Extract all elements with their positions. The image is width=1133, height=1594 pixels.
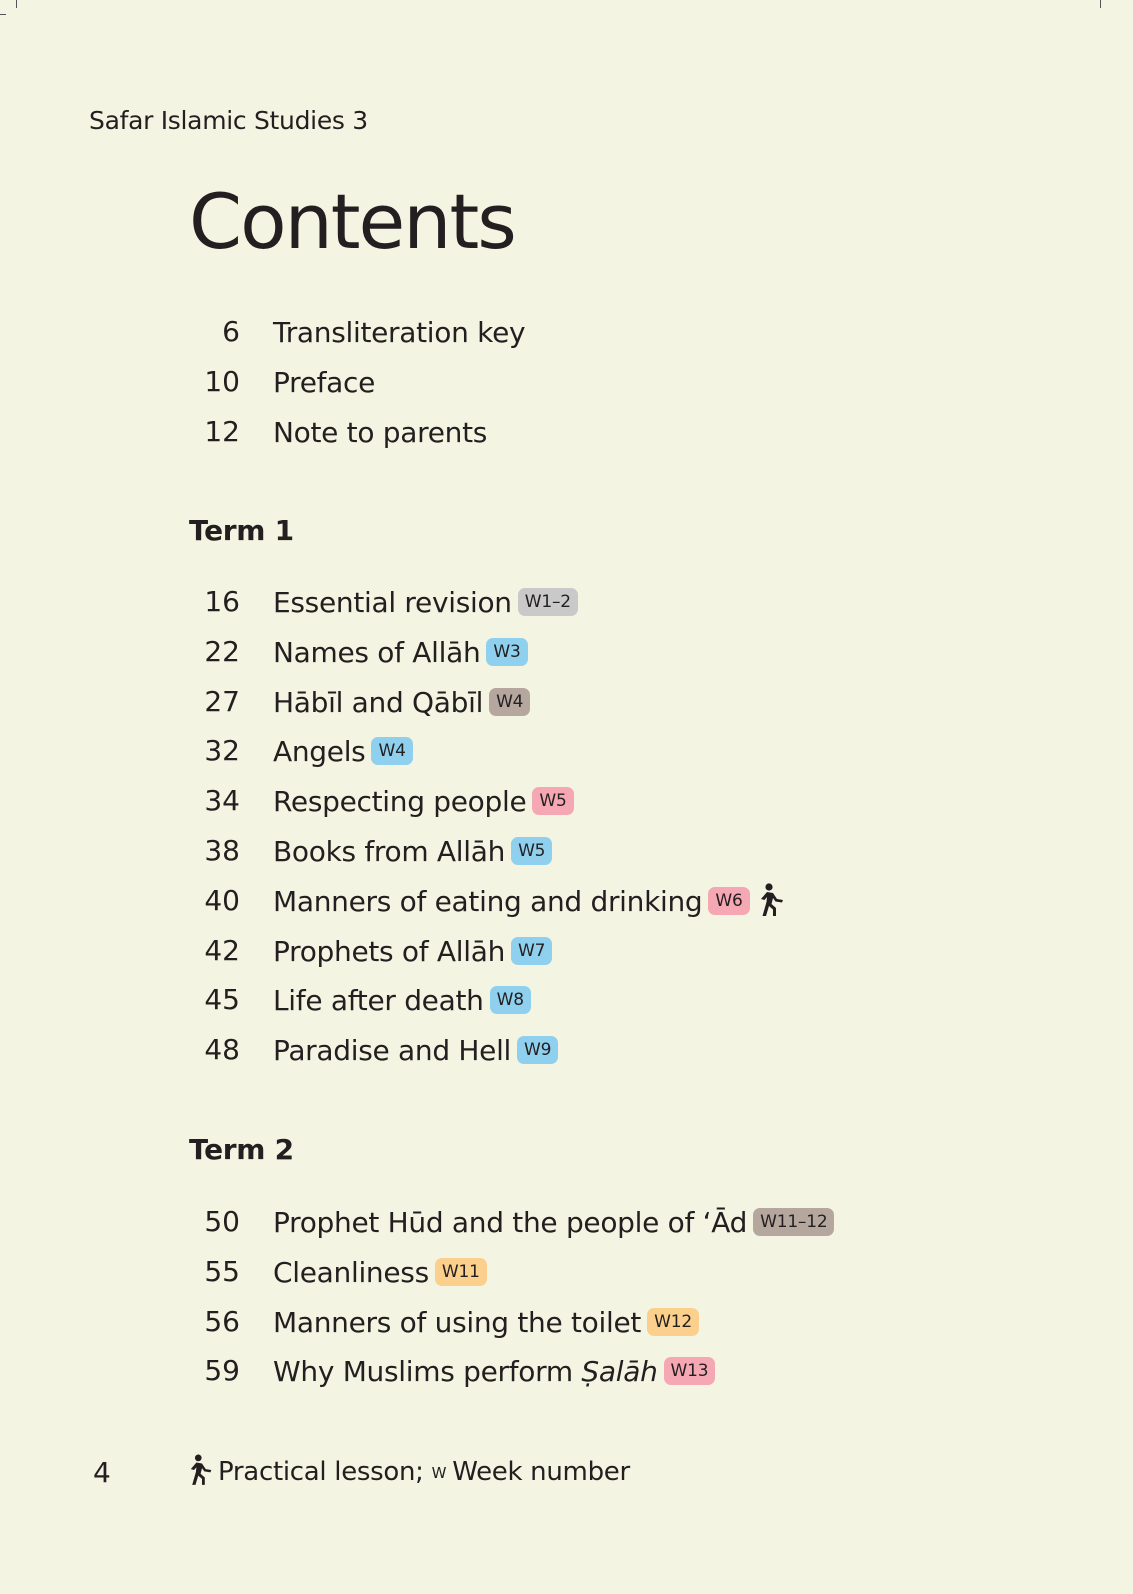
week-badge: W5 — [532, 787, 573, 815]
toc-entry[interactable] — [0, 632, 1133, 672]
week-badge: W6 — [708, 887, 749, 915]
week-badge: W4 — [489, 688, 530, 716]
toc-page-number: 56 — [204, 1305, 240, 1338]
toc-title: Note to parents — [273, 416, 488, 449]
legend-practical: Practical lesson; — [218, 1457, 424, 1487]
week-badge: W13 — [664, 1357, 716, 1385]
legend — [188, 1452, 630, 1493]
crop-mark — [16, 0, 17, 8]
page-title: Contents — [189, 177, 515, 266]
toc-title: Cleanliness W11 — [273, 1252, 487, 1293]
week-badge: W5 — [511, 837, 552, 865]
toc-entry[interactable] — [0, 980, 1133, 1020]
page-footer — [0, 1452, 1133, 1496]
toc-entry[interactable] — [0, 831, 1133, 871]
toc-entry[interactable] — [0, 931, 1133, 971]
toc-title: Respecting people W5 — [273, 781, 574, 822]
term-heading: Term 1 — [189, 514, 294, 547]
week-badge: W12 — [647, 1308, 699, 1336]
toc-entry[interactable] — [0, 412, 1133, 452]
week-badge: W9 — [517, 1036, 558, 1064]
toc-entry[interactable] — [0, 1202, 1133, 1242]
running-head: Safar Islamic Studies 3 — [89, 106, 368, 135]
toc-title: Preface — [273, 366, 376, 399]
week-badge: W11–12 — [753, 1208, 834, 1236]
toc-title: Essential revision W1–2 — [273, 582, 578, 623]
toc-page-number: 45 — [204, 983, 240, 1016]
toc-title: Manners of eating and drinking W6 — [273, 881, 788, 922]
week-badge: W3 — [486, 638, 527, 666]
toc-page-number: 27 — [204, 685, 240, 718]
toc-entry[interactable] — [0, 1351, 1133, 1391]
legend-week: Week number — [452, 1457, 630, 1487]
toc-page-number: 55 — [204, 1255, 240, 1288]
toc-entry[interactable] — [0, 881, 1133, 921]
week-badge: W8 — [490, 986, 531, 1014]
toc-entry[interactable] — [0, 1030, 1133, 1070]
toc-title-italic: Ṣalāh — [581, 1355, 658, 1388]
toc-page-number: 6 — [222, 315, 240, 348]
toc-entry[interactable] — [0, 731, 1133, 771]
page-number: 4 — [93, 1456, 111, 1489]
running-person-icon — [188, 1453, 216, 1487]
toc-page-number: 38 — [204, 834, 240, 867]
toc-entry[interactable] — [0, 781, 1133, 821]
toc-title: Hābīl and Qābīl W4 — [273, 682, 530, 723]
running-person-icon — [758, 883, 788, 917]
toc-page-number: 12 — [204, 415, 240, 448]
legend-w-mark: W — [431, 1463, 447, 1482]
toc-page-number: 16 — [204, 585, 240, 618]
toc-page-number: 32 — [204, 734, 240, 767]
week-badge: W7 — [511, 937, 552, 965]
toc-entry[interactable] — [0, 312, 1133, 352]
toc-page-number: 50 — [204, 1205, 240, 1238]
toc-entry[interactable] — [0, 362, 1133, 402]
toc-title: Books from Allāh W5 — [273, 831, 552, 872]
toc-title: Why Muslims perform Ṣalāh W13 — [273, 1351, 715, 1392]
week-badge: W4 — [371, 737, 412, 765]
toc-title: Manners of using the toilet W12 — [273, 1302, 699, 1343]
toc-title: Angels W4 — [273, 731, 413, 772]
toc-entry[interactable] — [0, 582, 1133, 622]
term-heading: Term 2 — [189, 1133, 294, 1166]
toc-page-number: 40 — [204, 884, 240, 917]
toc-title: Transliteration key — [273, 316, 526, 349]
toc-title: Prophets of Allāh W7 — [273, 931, 552, 972]
toc-entry[interactable] — [0, 1252, 1133, 1292]
toc-entry[interactable] — [0, 1302, 1133, 1342]
crop-mark — [1100, 0, 1101, 8]
toc-entry[interactable] — [0, 682, 1133, 722]
toc-page-number: 42 — [204, 934, 240, 967]
week-badge: W11 — [435, 1258, 487, 1286]
toc-page-number: 22 — [204, 635, 240, 668]
toc-title: Names of Allāh W3 — [273, 632, 528, 673]
toc-page-number: 34 — [204, 784, 240, 817]
crop-mark — [0, 14, 6, 15]
toc-page-number: 48 — [204, 1033, 240, 1066]
week-badge: W1–2 — [518, 588, 578, 616]
toc-title: Paradise and Hell W9 — [273, 1030, 558, 1071]
toc-title: Prophet Hūd and the people of ‘Ād W11–12 — [273, 1202, 834, 1243]
toc-title: Life after death W8 — [273, 980, 531, 1021]
toc-page-number: 10 — [204, 365, 240, 398]
toc-page-number: 59 — [204, 1354, 240, 1387]
